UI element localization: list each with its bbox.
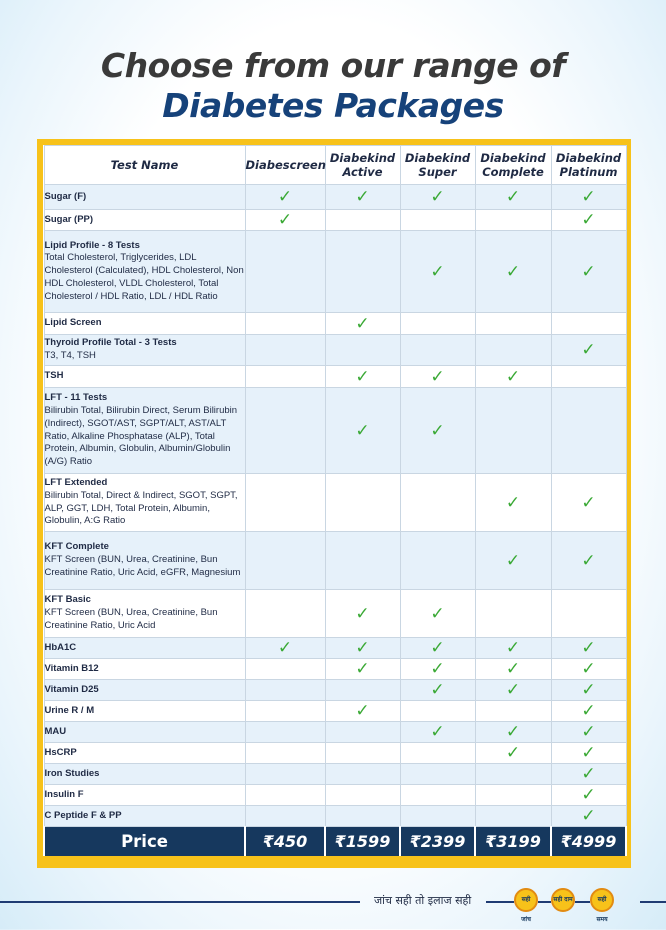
table-row [44, 335, 626, 366]
check-icon: ✓ [355, 187, 370, 207]
package-cell [400, 806, 475, 827]
package-cell [325, 764, 400, 785]
table-row [44, 388, 626, 474]
footer-divider-left [0, 901, 360, 903]
package-cell [325, 722, 400, 743]
check-icon: ✓ [277, 638, 293, 658]
table-row [44, 366, 626, 388]
test-name-cell [44, 210, 245, 231]
check-icon: ✓ [505, 492, 521, 513]
package-cell [325, 638, 400, 659]
test-name-cell [44, 231, 245, 313]
test-description: Total Cholesterol, Triglycerides, LDL Cholesterol (Calculated), HDL Cholesterol, Non HDL Cholesterol, VLDL Cholesterol, Total Cholesterol / HDL Ratio, LDL / HDL Ratio [44, 252, 244, 302]
package-cell [245, 764, 325, 785]
test-name: KFT Basic [44, 594, 91, 606]
package-cell [325, 388, 400, 474]
check-icon: ✓ [581, 680, 596, 700]
package-cell [475, 210, 551, 231]
package-cell [400, 722, 475, 743]
packages-table [43, 145, 627, 856]
package-cell [475, 659, 551, 680]
check-icon: ✓ [505, 659, 521, 679]
test-name: C Peptide F & PP [44, 809, 122, 821]
package-cell [400, 764, 475, 785]
test-description: KFT Screen (BUN, Urea, Creatinine, Bun Creatinine Ratio, Uric Acid [44, 607, 218, 631]
package-cell [245, 785, 325, 806]
package-cell [325, 335, 400, 366]
test-name: Thyroid Profile Total - 3 Tests [44, 337, 177, 349]
package-cell [475, 638, 551, 659]
package-cell [400, 743, 475, 764]
price-value: ₹3199 [475, 827, 551, 857]
check-icon: ✓ [355, 366, 370, 387]
test-name: Sugar (PP) [44, 213, 94, 225]
package-cell [400, 659, 475, 680]
package-cell [551, 474, 626, 532]
package-cell [551, 185, 626, 210]
package-cell [400, 785, 475, 806]
check-icon: ✓ [505, 638, 521, 658]
package-cell [325, 659, 400, 680]
check-icon: ✓ [505, 680, 521, 700]
package-cell [475, 231, 551, 313]
footer-badge: सही समय [590, 888, 614, 912]
table-row [44, 210, 626, 231]
table-header-row [44, 146, 626, 185]
check-icon: ✓ [430, 638, 445, 658]
package-cell [551, 638, 626, 659]
header-package-line1: Diabekind [555, 151, 622, 165]
test-name: Iron Studies [44, 767, 100, 779]
package-cell [475, 701, 551, 722]
check-icon: ✓ [581, 785, 596, 805]
package-cell [245, 388, 325, 474]
footer-divider-right [640, 901, 666, 903]
heading-line-2: Diabetes Packages [162, 86, 504, 125]
package-cell [475, 785, 551, 806]
footer-divider-mid [486, 901, 514, 903]
header-package-2 [400, 146, 475, 185]
check-icon: ✓ [355, 701, 370, 721]
check-icon: ✓ [430, 366, 445, 387]
table-row [44, 474, 626, 532]
table-row [44, 185, 626, 210]
package-cell [245, 185, 325, 210]
package-cell [551, 590, 626, 638]
package-cell [325, 313, 400, 335]
package-cell [551, 335, 626, 366]
table-row [44, 764, 626, 785]
test-name: Insulin F [44, 788, 84, 800]
check-icon: ✓ [581, 659, 596, 679]
header-package-3 [475, 146, 551, 185]
package-cell [245, 722, 325, 743]
test-name: KFT Complete [44, 541, 109, 553]
package-cell [325, 785, 400, 806]
package-cell [551, 659, 626, 680]
table-row [44, 701, 626, 722]
test-name-cell [44, 313, 245, 335]
package-cell [551, 764, 626, 785]
header-package-line1: Diabekind [404, 151, 471, 165]
check-icon: ✓ [581, 764, 596, 784]
package-cell [325, 806, 400, 827]
package-cell [475, 335, 551, 366]
test-name-cell [44, 806, 245, 827]
test-name-cell [44, 590, 245, 638]
package-cell [400, 231, 475, 313]
footer-badge: सही जांच [514, 888, 538, 912]
check-icon: ✓ [505, 261, 521, 282]
package-cell [245, 638, 325, 659]
package-cell [551, 366, 626, 388]
test-name: Urine R / M [44, 704, 95, 716]
test-description: Bilirubin Total, Bilirubin Direct, Serum Bilirubin (Indirect), SGOT/AST, SGPT/ALT, AST/ALT Ratio, Alkaline Phosphatase (ALP), Total Protein, Albumin, Globulin, Albumin/Globulin (A/G) Ratio [44, 404, 238, 468]
package-cell [245, 335, 325, 366]
package-cell [325, 590, 400, 638]
package-cell [551, 743, 626, 764]
test-name: MAU [44, 725, 67, 737]
package-cell [245, 313, 325, 335]
package-cell [400, 680, 475, 701]
check-icon: ✓ [505, 187, 521, 207]
table-row [44, 231, 626, 313]
package-cell [475, 532, 551, 590]
check-icon: ✓ [355, 313, 370, 334]
package-cell [325, 185, 400, 210]
package-cell [551, 680, 626, 701]
check-icon: ✓ [505, 550, 521, 571]
package-cell [475, 313, 551, 335]
package-cell [551, 231, 626, 313]
package-cell [475, 366, 551, 388]
check-icon: ✓ [355, 420, 370, 441]
test-name-cell [44, 659, 245, 680]
package-cell [245, 210, 325, 231]
package-cell [245, 680, 325, 701]
package-cell [551, 210, 626, 231]
package-cell [475, 388, 551, 474]
package-cell [551, 785, 626, 806]
check-icon: ✓ [581, 806, 596, 826]
package-cell [551, 532, 626, 590]
table-row [44, 680, 626, 701]
package-cell [400, 590, 475, 638]
check-icon: ✓ [581, 743, 596, 763]
footer-badge: सही दाम [551, 888, 575, 912]
check-icon: ✓ [430, 603, 445, 624]
header-package-line1: Diabekind [329, 151, 396, 165]
test-name-cell [44, 722, 245, 743]
table-row [44, 638, 626, 659]
package-cell [475, 764, 551, 785]
package-cell [245, 659, 325, 680]
test-name: Vitamin B12 [44, 662, 99, 674]
package-cell [400, 638, 475, 659]
package-cell [400, 366, 475, 388]
package-cell [245, 231, 325, 313]
test-name-cell [44, 532, 245, 590]
test-name: Vitamin D25 [44, 683, 99, 695]
test-name: LFT Extended [44, 476, 108, 488]
header-package-1 [325, 146, 400, 185]
test-name: TSH [44, 370, 64, 382]
footer-badge-connector [538, 901, 551, 903]
package-cell [400, 185, 475, 210]
header-test-name: Test Name [44, 146, 245, 185]
test-name-cell [44, 335, 245, 366]
header-package-line2: Active [342, 165, 383, 179]
package-cell [551, 806, 626, 827]
price-value: ₹4999 [551, 827, 626, 857]
package-cell [325, 701, 400, 722]
check-icon: ✓ [581, 492, 596, 513]
check-icon: ✓ [430, 187, 445, 207]
header-package-line2: Complete [482, 165, 544, 179]
test-name: Lipid Screen [44, 317, 102, 329]
table-row [44, 743, 626, 764]
test-name: Lipid Profile - 8 Tests [44, 239, 140, 251]
check-icon: ✓ [581, 187, 596, 207]
check-icon: ✓ [581, 701, 596, 721]
test-name-cell [44, 638, 245, 659]
package-cell [400, 474, 475, 532]
check-icon: ✓ [355, 638, 370, 658]
header-package-4 [551, 146, 626, 185]
table-row [44, 659, 626, 680]
test-name-cell [44, 701, 245, 722]
test-name-cell [44, 388, 245, 474]
package-cell [325, 231, 400, 313]
check-icon: ✓ [581, 261, 596, 282]
package-cell [245, 806, 325, 827]
test-name-cell [44, 764, 245, 785]
check-icon: ✓ [430, 722, 445, 742]
footer-badge-connector [575, 901, 590, 903]
test-name: Sugar (F) [44, 190, 87, 202]
check-icon: ✓ [277, 187, 293, 207]
price-value: ₹2399 [400, 827, 475, 857]
test-name-cell [44, 680, 245, 701]
header-package-0 [245, 146, 325, 185]
package-cell [400, 335, 475, 366]
test-name-cell [44, 785, 245, 806]
check-icon: ✓ [355, 659, 370, 679]
price-value: ₹1599 [325, 827, 400, 857]
package-cell [551, 701, 626, 722]
test-name-cell [44, 366, 245, 388]
package-cell [551, 388, 626, 474]
check-icon: ✓ [430, 261, 445, 282]
packages-table-frame [37, 139, 631, 868]
package-cell [325, 366, 400, 388]
check-icon: ✓ [430, 680, 445, 700]
package-cell [551, 313, 626, 335]
table-row [44, 785, 626, 806]
test-name: LFT - 11 Tests [44, 392, 108, 404]
package-cell [400, 532, 475, 590]
package-cell [551, 722, 626, 743]
header-package-line2: Super [418, 165, 457, 179]
package-cell [475, 474, 551, 532]
header-package-line1: Diabescreen [245, 158, 326, 172]
footer-tagline: जांच सही तो इलाज सही [374, 894, 472, 907]
header-package-line1: Diabekind [480, 151, 546, 165]
test-name: HbA1C [44, 641, 77, 653]
package-cell [475, 722, 551, 743]
package-cell [475, 680, 551, 701]
test-name-cell [44, 474, 245, 532]
package-cell [475, 743, 551, 764]
price-row [44, 827, 626, 857]
package-cell [400, 313, 475, 335]
check-icon: ✓ [581, 722, 596, 742]
test-description: Bilirubin Total, Direct & Indirect, SGOT, SGPT, ALP, GGT, LDH, Total Protein, Albumin, Globulin, A:G Ratio [44, 489, 238, 527]
package-cell [475, 806, 551, 827]
package-cell [245, 532, 325, 590]
table-row [44, 806, 626, 827]
table-row [44, 313, 626, 335]
package-cell [245, 474, 325, 532]
check-icon: ✓ [581, 340, 596, 360]
check-icon: ✓ [355, 603, 370, 624]
header-package-line2: Platinum [559, 165, 618, 179]
test-name-cell [44, 743, 245, 764]
package-cell [325, 743, 400, 764]
price-label: Price [44, 827, 245, 857]
package-cell [475, 590, 551, 638]
check-icon: ✓ [430, 420, 445, 441]
package-cell [245, 366, 325, 388]
package-cell [245, 590, 325, 638]
check-icon: ✓ [581, 550, 596, 571]
package-cell [245, 743, 325, 764]
check-icon: ✓ [581, 638, 596, 658]
check-icon: ✓ [505, 743, 521, 763]
package-cell [400, 701, 475, 722]
package-cell [475, 185, 551, 210]
test-name-cell [44, 185, 245, 210]
package-cell [325, 532, 400, 590]
table-row [44, 532, 626, 590]
test-description: KFT Screen (BUN, Urea, Creatinine, Bun Creatinine Ratio, Uric Acid, eGFR, Magnesium [44, 554, 241, 578]
check-icon: ✓ [505, 722, 521, 742]
heading-line-1: Choose from our range of [100, 46, 566, 85]
test-name: HsCRP [44, 746, 77, 758]
test-description: T3, T4, TSH [44, 350, 96, 361]
check-icon: ✓ [430, 659, 445, 679]
package-cell [400, 388, 475, 474]
package-cell [325, 474, 400, 532]
check-icon: ✓ [581, 210, 596, 230]
check-icon: ✓ [277, 210, 293, 230]
price-value: ₹450 [245, 827, 325, 857]
check-icon: ✓ [505, 366, 521, 387]
package-cell [400, 210, 475, 231]
table-body [44, 185, 626, 857]
package-cell [325, 680, 400, 701]
package-cell [245, 701, 325, 722]
table-row [44, 722, 626, 743]
package-cell [325, 210, 400, 231]
table-row [44, 590, 626, 638]
